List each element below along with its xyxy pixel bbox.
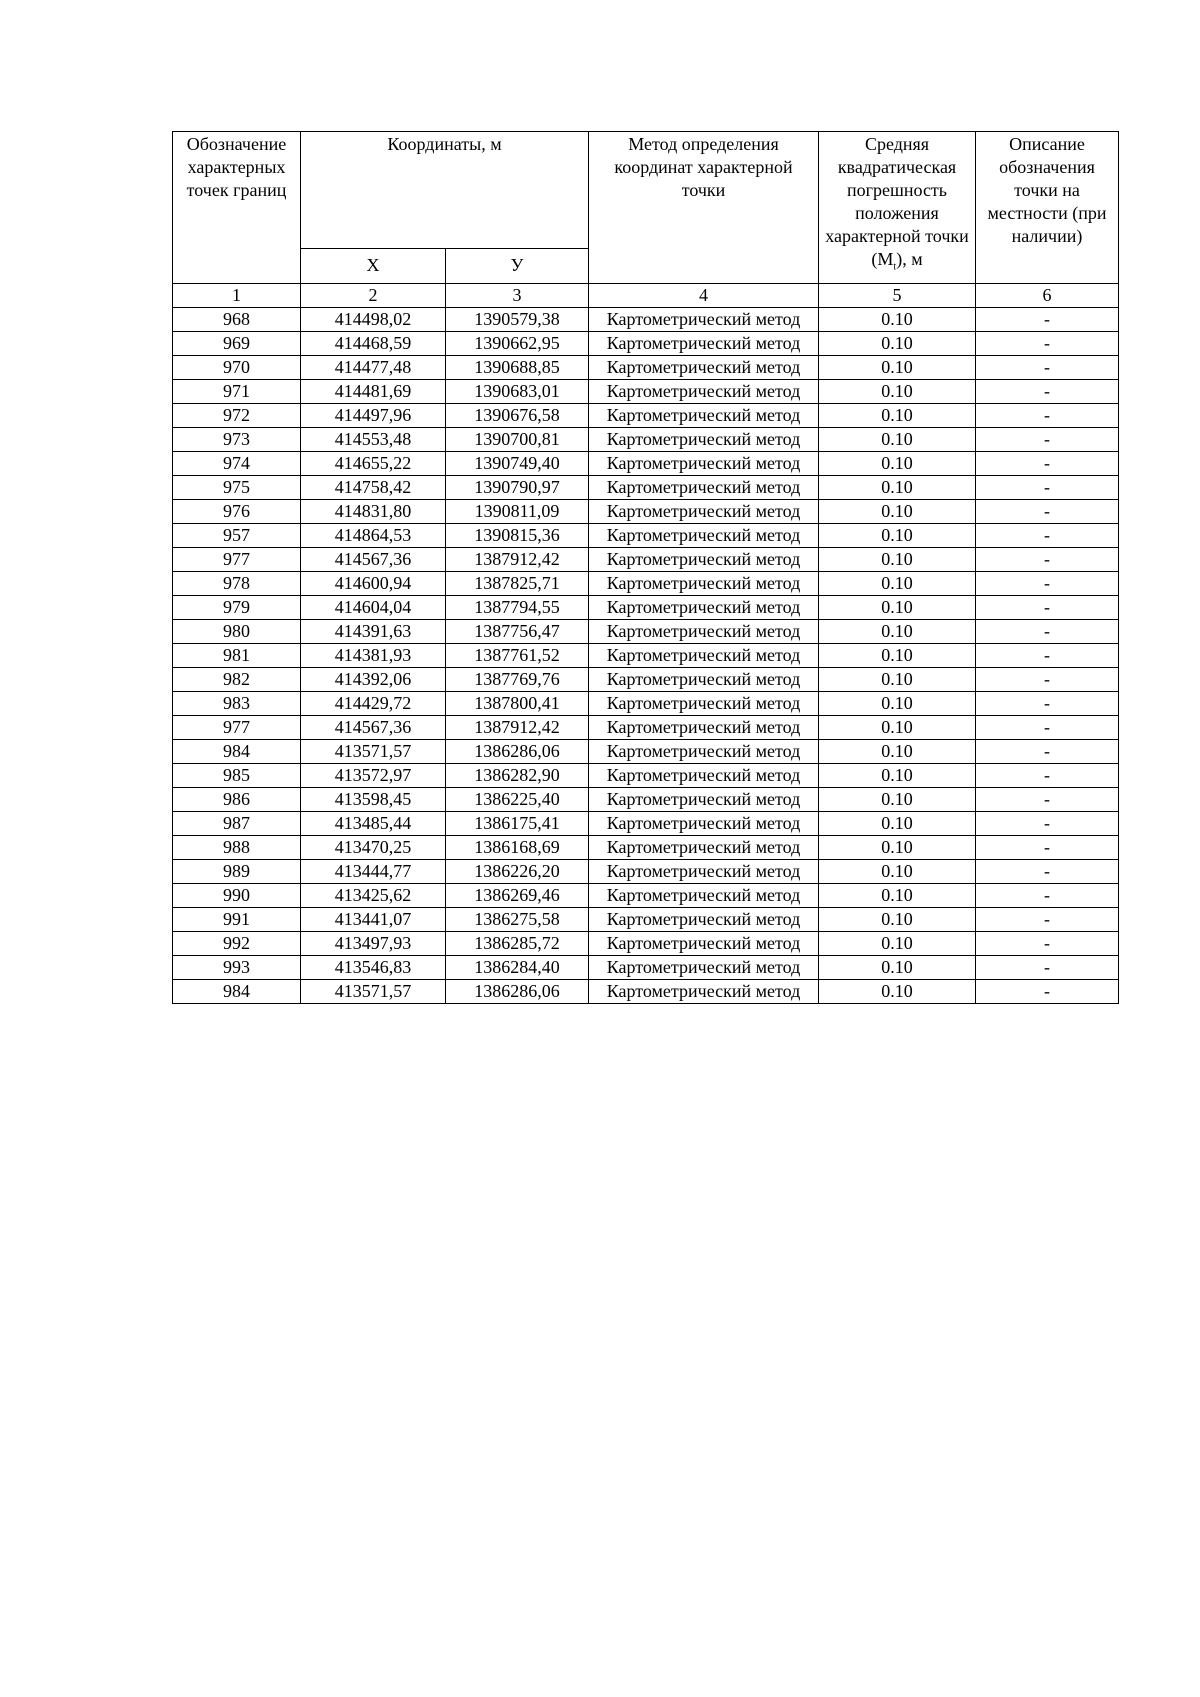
x-coordinate-cell: 414477,48 [301,356,446,380]
error-cell: 0.10 [819,644,976,668]
header-description: Описание обозначения точки на местности (при наличии) [976,132,1119,284]
point-id-cell: 971 [173,380,301,404]
column-numbers-row [173,284,1119,308]
x-coordinate-cell: 413497,93 [301,932,446,956]
point-id-cell: 978 [173,572,301,596]
x-coordinate-cell: 414758,42 [301,476,446,500]
error-cell: 0.10 [819,476,976,500]
description-cell: - [976,740,1119,764]
table-row [173,524,1119,548]
method-cell: Картометрический метод [589,500,819,524]
y-coordinate-cell: 1390811,09 [446,500,589,524]
method-cell: Картометрический метод [589,860,819,884]
point-id-cell: 970 [173,356,301,380]
point-id-cell: 977 [173,548,301,572]
method-cell: Картометрический метод [589,692,819,716]
y-coordinate-cell: 1386225,40 [446,788,589,812]
point-id-cell: 977 [173,716,301,740]
error-cell: 0.10 [819,956,976,980]
method-cell: Картометрический метод [589,428,819,452]
table-row [173,380,1119,404]
method-cell: Картометрический метод [589,716,819,740]
table-row [173,932,1119,956]
description-cell: - [976,404,1119,428]
description-cell: - [976,332,1119,356]
x-coordinate-cell: 414481,69 [301,380,446,404]
point-id-cell: 972 [173,404,301,428]
point-id-cell: 976 [173,500,301,524]
y-coordinate-cell: 1390662,95 [446,332,589,356]
x-coordinate-cell: 414381,93 [301,644,446,668]
table-row [173,620,1119,644]
point-id-cell: 984 [173,740,301,764]
x-coordinate-cell: 414655,22 [301,452,446,476]
error-cell: 0.10 [819,404,976,428]
description-cell: - [976,428,1119,452]
method-cell: Картометрический метод [589,452,819,476]
method-cell: Картометрический метод [589,476,819,500]
y-coordinate-cell: 1386275,58 [446,908,589,932]
error-cell: 0.10 [819,812,976,836]
error-cell: 0.10 [819,668,976,692]
header-y: У [446,249,589,284]
y-coordinate-cell: 1387825,71 [446,572,589,596]
table-row [173,596,1119,620]
table-row [173,812,1119,836]
x-coordinate-cell: 414468,59 [301,332,446,356]
x-coordinate-cell: 414429,72 [301,692,446,716]
description-cell: - [976,932,1119,956]
x-coordinate-cell: 414498,02 [301,308,446,332]
method-cell: Картометрический метод [589,596,819,620]
point-id-cell: 981 [173,644,301,668]
description-cell: - [976,716,1119,740]
table-body [173,308,1119,1004]
table-row [173,788,1119,812]
y-coordinate-cell: 1387800,41 [446,692,589,716]
point-id-cell: 990 [173,884,301,908]
y-coordinate-cell: 1386284,40 [446,956,589,980]
error-cell: 0.10 [819,500,976,524]
y-coordinate-cell: 1387756,47 [446,620,589,644]
y-coordinate-cell: 1390676,58 [446,404,589,428]
table-row [173,980,1119,1004]
table-row [173,308,1119,332]
description-cell: - [976,596,1119,620]
error-cell: 0.10 [819,524,976,548]
x-coordinate-cell: 414864,53 [301,524,446,548]
point-id-cell: 992 [173,932,301,956]
description-cell: - [976,836,1119,860]
x-coordinate-cell: 414604,04 [301,596,446,620]
description-cell: - [976,524,1119,548]
error-cell: 0.10 [819,356,976,380]
table-row [173,860,1119,884]
header-designation: Обозначение характерных точек границ [173,132,301,284]
point-id-cell: 982 [173,668,301,692]
method-cell: Картометрический метод [589,380,819,404]
method-cell: Картометрический метод [589,548,819,572]
description-cell: - [976,500,1119,524]
table-row [173,332,1119,356]
table-row [173,356,1119,380]
error-cell: 0.10 [819,428,976,452]
y-coordinate-cell: 1390815,36 [446,524,589,548]
description-cell: - [976,620,1119,644]
description-cell: - [976,572,1119,596]
x-coordinate-cell: 413441,07 [301,908,446,932]
x-coordinate-cell: 413598,45 [301,788,446,812]
y-coordinate-cell: 1386175,41 [446,812,589,836]
y-coordinate-cell: 1386286,06 [446,980,589,1004]
method-cell: Картометрический метод [589,404,819,428]
table-row [173,692,1119,716]
error-cell: 0.10 [819,596,976,620]
header-error-prefix: Средняя квадратическая погрешность положения характерной точки (M [825,134,969,269]
table-row [173,500,1119,524]
x-coordinate-cell: 413485,44 [301,812,446,836]
error-cell: 0.10 [819,980,976,1004]
y-coordinate-cell: 1387794,55 [446,596,589,620]
description-cell: - [976,980,1119,1004]
method-cell: Картометрический метод [589,980,819,1004]
description-cell: - [976,884,1119,908]
description-cell: - [976,356,1119,380]
table-row [173,764,1119,788]
table-row [173,668,1119,692]
point-id-cell: 989 [173,860,301,884]
description-cell: - [976,380,1119,404]
method-cell: Картометрический метод [589,668,819,692]
table-row [173,884,1119,908]
description-cell: - [976,644,1119,668]
x-coordinate-cell: 414831,80 [301,500,446,524]
error-cell: 0.10 [819,308,976,332]
table-row [173,548,1119,572]
y-coordinate-cell: 1386226,20 [446,860,589,884]
table-row [173,572,1119,596]
y-coordinate-cell: 1390688,85 [446,356,589,380]
header-error-suffix: ), м [896,249,923,269]
table-row [173,644,1119,668]
point-id-cell: 991 [173,908,301,932]
method-cell: Картометрический метод [589,308,819,332]
y-coordinate-cell: 1386168,69 [446,836,589,860]
x-coordinate-cell: 413571,57 [301,980,446,1004]
y-coordinate-cell: 1386282,90 [446,764,589,788]
method-cell: Картометрический метод [589,932,819,956]
point-id-cell: 986 [173,788,301,812]
error-cell: 0.10 [819,620,976,644]
method-cell: Картометрический метод [589,356,819,380]
x-coordinate-cell: 414497,96 [301,404,446,428]
y-coordinate-cell: 1390790,97 [446,476,589,500]
method-cell: Картометрический метод [589,572,819,596]
method-cell: Картометрический метод [589,740,819,764]
point-id-cell: 969 [173,332,301,356]
header-error-sub: t [893,261,897,273]
y-coordinate-cell: 1390683,01 [446,380,589,404]
error-cell: 0.10 [819,332,976,356]
error-cell: 0.10 [819,548,976,572]
description-cell: - [976,908,1119,932]
y-coordinate-cell: 1387912,42 [446,716,589,740]
error-cell: 0.10 [819,692,976,716]
table-row [173,716,1119,740]
y-coordinate-cell: 1387769,76 [446,668,589,692]
point-id-cell: 973 [173,428,301,452]
error-cell: 0.10 [819,788,976,812]
error-cell: 0.10 [819,572,976,596]
point-id-cell: 975 [173,476,301,500]
point-id-cell: 984 [173,980,301,1004]
y-coordinate-cell: 1386286,06 [446,740,589,764]
point-id-cell: 985 [173,764,301,788]
point-id-cell: 983 [173,692,301,716]
error-cell: 0.10 [819,740,976,764]
y-coordinate-cell: 1386269,46 [446,884,589,908]
method-cell: Картометрический метод [589,644,819,668]
column-number: 3 [446,284,589,308]
column-number: 6 [976,284,1119,308]
table-row [173,452,1119,476]
error-cell: 0.10 [819,932,976,956]
method-cell: Картометрический метод [589,956,819,980]
table-row [173,740,1119,764]
description-cell: - [976,956,1119,980]
description-cell: - [976,860,1119,884]
method-cell: Картометрический метод [589,524,819,548]
x-coordinate-cell: 414567,36 [301,716,446,740]
point-id-cell: 974 [173,452,301,476]
table-row [173,956,1119,980]
x-coordinate-cell: 414392,06 [301,668,446,692]
point-id-cell: 993 [173,956,301,980]
error-cell: 0.10 [819,836,976,860]
x-coordinate-cell: 413444,77 [301,860,446,884]
x-coordinate-cell: 413572,97 [301,764,446,788]
y-coordinate-cell: 1390579,38 [446,308,589,332]
method-cell: Картометрический метод [589,332,819,356]
error-cell: 0.10 [819,908,976,932]
method-cell: Картометрический метод [589,884,819,908]
point-id-cell: 979 [173,596,301,620]
description-cell: - [976,308,1119,332]
description-cell: - [976,788,1119,812]
point-id-cell: 988 [173,836,301,860]
x-coordinate-cell: 413470,25 [301,836,446,860]
column-number: 2 [301,284,446,308]
column-number: 5 [819,284,976,308]
error-cell: 0.10 [819,884,976,908]
header-method: Метод определения координат характерной точки [589,132,819,284]
point-id-cell: 957 [173,524,301,548]
x-coordinate-cell: 414553,48 [301,428,446,452]
error-cell: 0.10 [819,452,976,476]
header-coordinates: Координаты, м [301,132,589,249]
x-coordinate-cell: 413546,83 [301,956,446,980]
description-cell: - [976,476,1119,500]
description-cell: - [976,692,1119,716]
point-id-cell: 980 [173,620,301,644]
description-cell: - [976,452,1119,476]
method-cell: Картометрический метод [589,908,819,932]
x-coordinate-cell: 413571,57 [301,740,446,764]
table-row [173,404,1119,428]
y-coordinate-cell: 1390700,81 [446,428,589,452]
x-coordinate-cell: 414567,36 [301,548,446,572]
x-coordinate-cell: 414391,63 [301,620,446,644]
error-cell: 0.10 [819,764,976,788]
description-cell: - [976,764,1119,788]
table-row [173,836,1119,860]
error-cell: 0.10 [819,716,976,740]
error-cell: 0.10 [819,380,976,404]
table-row [173,476,1119,500]
header-x: Х [301,249,446,284]
y-coordinate-cell: 1387761,52 [446,644,589,668]
coordinates-table [172,131,1119,1004]
point-id-cell: 968 [173,308,301,332]
point-id-cell: 987 [173,812,301,836]
x-coordinate-cell: 414600,94 [301,572,446,596]
error-cell: 0.10 [819,860,976,884]
table-row [173,908,1119,932]
method-cell: Картометрический метод [589,764,819,788]
x-coordinate-cell: 413425,62 [301,884,446,908]
y-coordinate-cell: 1387912,42 [446,548,589,572]
description-cell: - [976,668,1119,692]
method-cell: Картометрический метод [589,788,819,812]
column-number: 1 [173,284,301,308]
description-cell: - [976,548,1119,572]
method-cell: Картометрический метод [589,812,819,836]
column-number: 4 [589,284,819,308]
method-cell: Картометрический метод [589,836,819,860]
table-row [173,428,1119,452]
header-error [819,132,976,284]
y-coordinate-cell: 1390749,40 [446,452,589,476]
y-coordinate-cell: 1386285,72 [446,932,589,956]
description-cell: - [976,812,1119,836]
method-cell: Картометрический метод [589,620,819,644]
